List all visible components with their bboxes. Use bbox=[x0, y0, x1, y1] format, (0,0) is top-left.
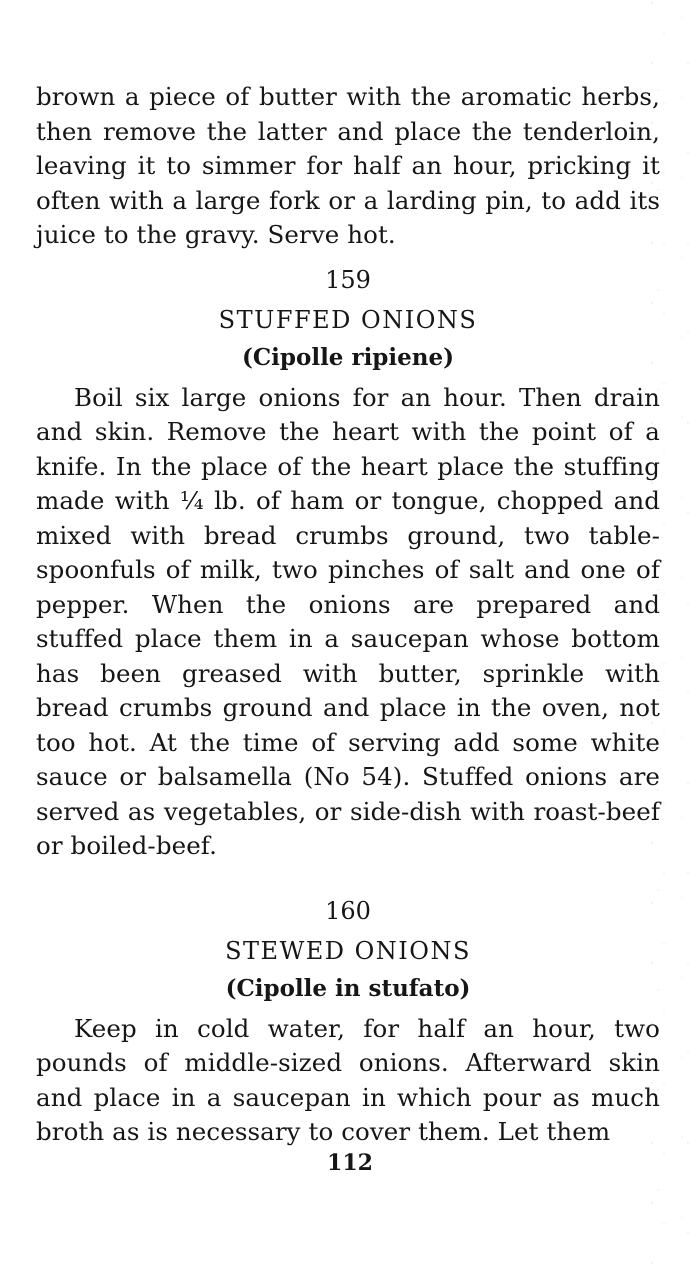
recipe-title: STUFFED ONIONS bbox=[218, 305, 478, 334]
recipe-body: Boil six large onions for an hour. Then drain and skin. Remove the heart with the point of a knife. In the place of the heart place the stuffing made with ¼ lb. of ham or tongue, chopped and mixed with bread crumbs ground, two table-spoonfuls of milk, two pinches of salt and one of pepper. When the onions are prepared and stuffed place them in a saucepan whose bottom has been greased with butter, sprinkle with bread crumbs ground and place in the oven, not too hot. At the time of serving add some white sauce or balsamella (No 54). Stuffed onions are served as vegetables, or side-dish with roast-beef or boiled-beef. bbox=[36, 382, 660, 860]
book-page bbox=[36, 80, 660, 1150]
recipe-159 bbox=[36, 263, 660, 864]
section-gap bbox=[36, 864, 660, 884]
recipe-subtitle: (Cipolle in stufato) bbox=[225, 974, 471, 1002]
recipe-number: 160 bbox=[325, 896, 371, 925]
recipe-body: Keep in cold water, for half an hour, two pounds of middle-sized onions. Afterward skin and place in a saucepan in which pour as much broth as is necessary to cover them. Let them bbox=[36, 1013, 660, 1146]
page-number: 112 bbox=[327, 1150, 373, 1176]
recipe-title: STEWED ONIONS bbox=[225, 936, 471, 965]
recipe-160 bbox=[36, 894, 660, 1150]
recipe-number: 159 bbox=[325, 265, 371, 294]
opening-paragraph: brown a piece of butter with the aromatic herbs, then remove the latter and place the tenderloin, leaving it to simmer for half an hour, pricking it often with a large fork or a larding pin, to add its juice to the gravy. Serve hot. bbox=[36, 82, 660, 249]
recipe-subtitle: (Cipolle ripiene) bbox=[241, 343, 454, 371]
